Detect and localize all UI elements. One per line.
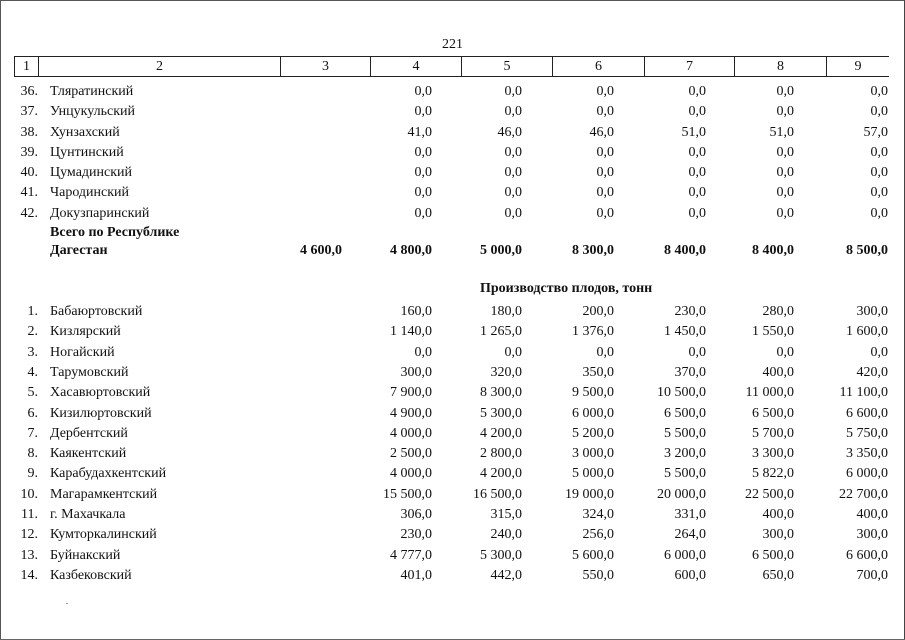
cell-col7: 6 500,0 <box>664 405 706 421</box>
cell-col6: 1 376,0 <box>572 324 614 340</box>
cell-col6: 19 000,0 <box>565 486 614 502</box>
cell-col7: 0,0 <box>688 104 706 120</box>
table-row <box>14 143 888 163</box>
district-name: Кизилюртовский <box>50 405 152 421</box>
cell-col6: 200,0 <box>582 304 614 320</box>
district-name: Хунзахский <box>50 124 120 140</box>
table-row <box>14 302 888 322</box>
cell-col9: 11 100,0 <box>839 385 888 401</box>
table-row <box>14 322 888 342</box>
cell-col4: 401,0 <box>400 567 432 583</box>
cell-col7: 5 500,0 <box>664 466 706 482</box>
cell-col9: 300,0 <box>856 304 888 320</box>
cell-col8: 650,0 <box>762 567 794 583</box>
table-row <box>14 444 888 464</box>
page-border-top <box>0 0 904 1</box>
cell-col9: 22 700,0 <box>839 486 888 502</box>
table-row <box>14 343 888 363</box>
total-cell-7: 8 400,0 <box>664 243 706 259</box>
cell-col4: 0,0 <box>414 165 432 181</box>
column-number-9: 9 <box>854 59 862 74</box>
cell-col6: 0,0 <box>596 84 614 99</box>
page-border-left <box>0 0 1 640</box>
total-cell-5: 5 000,0 <box>480 243 522 259</box>
cell-col6: 324,0 <box>582 507 614 523</box>
district-name: Цунтинский <box>50 144 124 160</box>
cell-col4: 160,0 <box>400 304 432 320</box>
cell-col7: 0,0 <box>688 344 706 360</box>
table-row <box>14 123 888 143</box>
column-number-3: 3 <box>281 57 371 76</box>
cell-col6: 0,0 <box>596 205 614 221</box>
cell-col8: 300,0 <box>762 527 794 543</box>
row-number: 3. <box>27 344 38 360</box>
district-name: Тляратинский <box>50 84 134 99</box>
cell-col9: 3 350,0 <box>846 446 888 462</box>
cell-col4: 41,0 <box>407 124 432 140</box>
row-number: 39. <box>20 144 38 160</box>
cell-col7: 0,0 <box>688 84 706 99</box>
cell-col5: 0,0 <box>504 344 522 360</box>
cell-col5: 0,0 <box>504 84 522 99</box>
cell-col7: 600,0 <box>674 567 706 583</box>
cell-col5: 2 800,0 <box>480 446 522 462</box>
cell-col7: 331,0 <box>674 507 706 523</box>
cell-col6: 350,0 <box>582 364 614 380</box>
cell-col7: 10 500,0 <box>657 385 706 401</box>
table-row <box>14 424 888 444</box>
total-label-line2: Дагестан <box>50 243 108 259</box>
cell-col5: 320,0 <box>490 364 522 380</box>
cell-col4: 230,0 <box>400 527 432 543</box>
cell-col9: 0,0 <box>870 165 888 181</box>
district-name: Казбековский <box>50 567 132 583</box>
column-number-header <box>14 56 889 77</box>
cell-col7: 1 450,0 <box>664 324 706 340</box>
table-row <box>14 485 888 505</box>
cell-col6: 5 600,0 <box>572 547 614 563</box>
row-number: 1. <box>27 304 38 320</box>
row-number: 41. <box>20 185 38 201</box>
cell-col8: 0,0 <box>776 165 794 181</box>
cell-col6: 0,0 <box>596 144 614 160</box>
table-row <box>14 525 888 545</box>
total-cell-6: 8 300,0 <box>572 243 614 259</box>
cell-col5: 315,0 <box>490 507 522 523</box>
total-cell-3: 4 600,0 <box>300 243 342 259</box>
cell-col9: 0,0 <box>870 185 888 201</box>
column-number-6: 6 <box>553 57 645 76</box>
table-row <box>14 566 888 586</box>
table-row <box>14 505 888 525</box>
row-number: 14. <box>20 567 38 583</box>
cell-col5: 0,0 <box>504 165 522 181</box>
column-number-1: 1 <box>15 57 39 76</box>
cell-col5: 0,0 <box>504 104 522 120</box>
cell-col8: 22 500,0 <box>745 486 794 502</box>
total-row <box>14 224 888 260</box>
district-name: Унцукульский <box>50 104 136 120</box>
cell-col5: 0,0 <box>504 205 522 221</box>
cell-col6: 0,0 <box>596 104 614 120</box>
district-rows-top <box>14 82 888 224</box>
cell-col4: 0,0 <box>414 205 432 221</box>
district-name: Бабаюртовский <box>50 304 143 320</box>
cell-col4: 0,0 <box>414 144 432 160</box>
district-name: Магарамкентский <box>50 486 158 502</box>
table-row <box>14 204 888 224</box>
cell-col4: 0,0 <box>414 185 432 201</box>
table-row <box>14 163 888 183</box>
table-row <box>14 102 888 122</box>
total-cell-9: 8 500,0 <box>846 243 888 259</box>
total-cell-8: 8 400,0 <box>752 243 794 259</box>
cell-col7: 6 000,0 <box>664 547 706 563</box>
row-number: 13. <box>20 547 38 563</box>
cell-col5: 5 300,0 <box>480 547 522 563</box>
cell-col5: 442,0 <box>490 567 522 583</box>
cell-col8: 0,0 <box>776 205 794 221</box>
district-name: Докузпаринский <box>50 205 150 221</box>
cell-col8: 0,0 <box>776 104 794 120</box>
column-number-8: 8 <box>735 57 827 76</box>
district-name: Карабудахкентский <box>50 466 167 482</box>
row-number: 4. <box>27 364 38 380</box>
cell-col6: 550,0 <box>582 567 614 583</box>
table-body <box>14 82 888 586</box>
row-number: 2. <box>27 324 38 340</box>
cell-col5: 240,0 <box>490 527 522 543</box>
row-number: 5. <box>27 385 38 401</box>
row-number: 7. <box>27 425 38 441</box>
cell-col9: 57,0 <box>863 124 888 140</box>
page-number: 221 <box>442 37 463 52</box>
row-number: 36. <box>20 84 38 99</box>
cell-col9: 0,0 <box>870 144 888 160</box>
total-cell-4: 4 800,0 <box>390 243 432 259</box>
cell-col9: 6 000,0 <box>846 466 888 482</box>
cell-col7: 51,0 <box>681 124 706 140</box>
district-name: Дербентский <box>50 425 128 441</box>
column-number-2: 2 <box>39 57 281 76</box>
district-name: Буйнакский <box>50 547 121 563</box>
cell-col9: 1 600,0 <box>846 324 888 340</box>
cell-col8: 400,0 <box>762 507 794 523</box>
cell-col5: 1 265,0 <box>480 324 522 340</box>
cell-col5: 4 200,0 <box>480 466 522 482</box>
cell-col8: 11 000,0 <box>745 385 794 401</box>
cell-col4: 0,0 <box>414 344 432 360</box>
cell-col8: 0,0 <box>776 144 794 160</box>
cell-col9: 400,0 <box>856 507 888 523</box>
cell-col4: 7 900,0 <box>390 385 432 401</box>
cell-col7: 264,0 <box>674 527 706 543</box>
cell-col9: 6 600,0 <box>846 547 888 563</box>
district-name: Тарумовский <box>50 364 129 380</box>
row-number: 8. <box>27 446 38 462</box>
cell-col7: 230,0 <box>674 304 706 320</box>
cell-col7: 3 200,0 <box>664 446 706 462</box>
cell-col8: 51,0 <box>769 124 794 140</box>
row-number: 37. <box>20 104 38 120</box>
cell-col7: 0,0 <box>688 185 706 201</box>
row-number: 38. <box>20 124 38 140</box>
column-number-7: 7 <box>645 57 735 76</box>
row-number: 42. <box>20 205 38 221</box>
cell-col5: 0,0 <box>504 185 522 201</box>
district-name: Кизлярский <box>50 324 121 340</box>
cell-col4: 15 500,0 <box>383 486 432 502</box>
cell-col5: 46,0 <box>497 124 522 140</box>
cell-col9: 5 750,0 <box>846 425 888 441</box>
district-name: Цумадинский <box>50 165 133 181</box>
cell-col6: 6 000,0 <box>572 405 614 421</box>
cell-col8: 0,0 <box>776 84 794 99</box>
cell-col9: 420,0 <box>856 364 888 380</box>
cell-col7: 0,0 <box>688 144 706 160</box>
cell-col9: 0,0 <box>870 84 888 99</box>
cell-col9: 700,0 <box>856 567 888 583</box>
cell-col9: 6 600,0 <box>846 405 888 421</box>
row-number: 12. <box>20 527 38 543</box>
cell-col7: 20 000,0 <box>657 486 706 502</box>
section-heading-row <box>14 260 888 302</box>
cell-col8: 6 500,0 <box>752 405 794 421</box>
cell-col5: 180,0 <box>490 304 522 320</box>
column-number-4: 4 <box>371 57 462 76</box>
cell-col5: 8 300,0 <box>480 385 522 401</box>
district-name: Хасавюртовский <box>50 385 151 401</box>
cell-col6: 256,0 <box>582 527 614 543</box>
district-name: Ногайский <box>50 344 115 360</box>
column-number-5: 5 <box>462 57 553 76</box>
cell-col8: 400,0 <box>762 364 794 380</box>
cell-col6: 9 500,0 <box>572 385 614 401</box>
cell-col5: 0,0 <box>504 144 522 160</box>
cell-col9: 0,0 <box>870 344 888 360</box>
cell-col8: 1 550,0 <box>752 324 794 340</box>
table-row <box>14 464 888 484</box>
district-name: г. Махачкала <box>50 507 126 523</box>
row-number: 9. <box>27 466 38 482</box>
cell-col4: 0,0 <box>414 104 432 120</box>
cell-col5: 4 200,0 <box>480 425 522 441</box>
cell-col8: 5 822,0 <box>752 466 794 482</box>
cell-col4: 300,0 <box>400 364 432 380</box>
cell-col4: 4 777,0 <box>390 547 432 563</box>
table-row <box>14 82 888 102</box>
cell-col9: 0,0 <box>870 205 888 221</box>
cell-col6: 5 000,0 <box>572 466 614 482</box>
scan-speck <box>66 603 68 604</box>
cell-col7: 0,0 <box>688 205 706 221</box>
cell-col6: 0,0 <box>596 185 614 201</box>
cell-col9: 0,0 <box>870 104 888 120</box>
cell-col8: 0,0 <box>776 185 794 201</box>
cell-col5: 5 300,0 <box>480 405 522 421</box>
cell-col8: 6 500,0 <box>752 547 794 563</box>
cell-col4: 306,0 <box>400 507 432 523</box>
cell-col6: 5 200,0 <box>572 425 614 441</box>
cell-col4: 0,0 <box>414 84 432 99</box>
cell-col7: 370,0 <box>674 364 706 380</box>
row-number: 6. <box>27 405 38 421</box>
table-row <box>14 363 888 383</box>
table-row <box>14 183 888 203</box>
district-name: Каякентский <box>50 446 127 462</box>
district-name: Кумторкалинский <box>50 527 157 543</box>
cell-col8: 280,0 <box>762 304 794 320</box>
cell-col7: 0,0 <box>688 165 706 181</box>
row-number: 40. <box>20 165 38 181</box>
cell-col9: 300,0 <box>856 527 888 543</box>
cell-col4: 2 500,0 <box>390 446 432 462</box>
section-title: Производство плодов, тонн <box>480 281 653 297</box>
cell-col4: 4 000,0 <box>390 466 432 482</box>
cell-col8: 0,0 <box>776 344 794 360</box>
district-rows-fruit <box>14 302 888 586</box>
table-row <box>14 404 888 424</box>
cell-col4: 4 900,0 <box>390 405 432 421</box>
cell-col6: 3 000,0 <box>572 446 614 462</box>
cell-col5: 16 500,0 <box>473 486 522 502</box>
district-name: Чародинский <box>50 185 130 201</box>
cell-col6: 0,0 <box>596 344 614 360</box>
row-number: 11. <box>21 507 38 523</box>
cell-col4: 1 140,0 <box>390 324 432 340</box>
cell-col7: 5 500,0 <box>664 425 706 441</box>
row-number: 10. <box>20 486 38 502</box>
cell-col6: 0,0 <box>596 165 614 181</box>
cell-col4: 4 000,0 <box>390 425 432 441</box>
table-row <box>14 546 888 566</box>
table-row <box>14 383 888 403</box>
total-label-line1: Всего по Республике <box>50 225 180 241</box>
cell-col6: 46,0 <box>589 124 614 140</box>
cell-col8: 3 300,0 <box>752 446 794 462</box>
cell-col8: 5 700,0 <box>752 425 794 441</box>
